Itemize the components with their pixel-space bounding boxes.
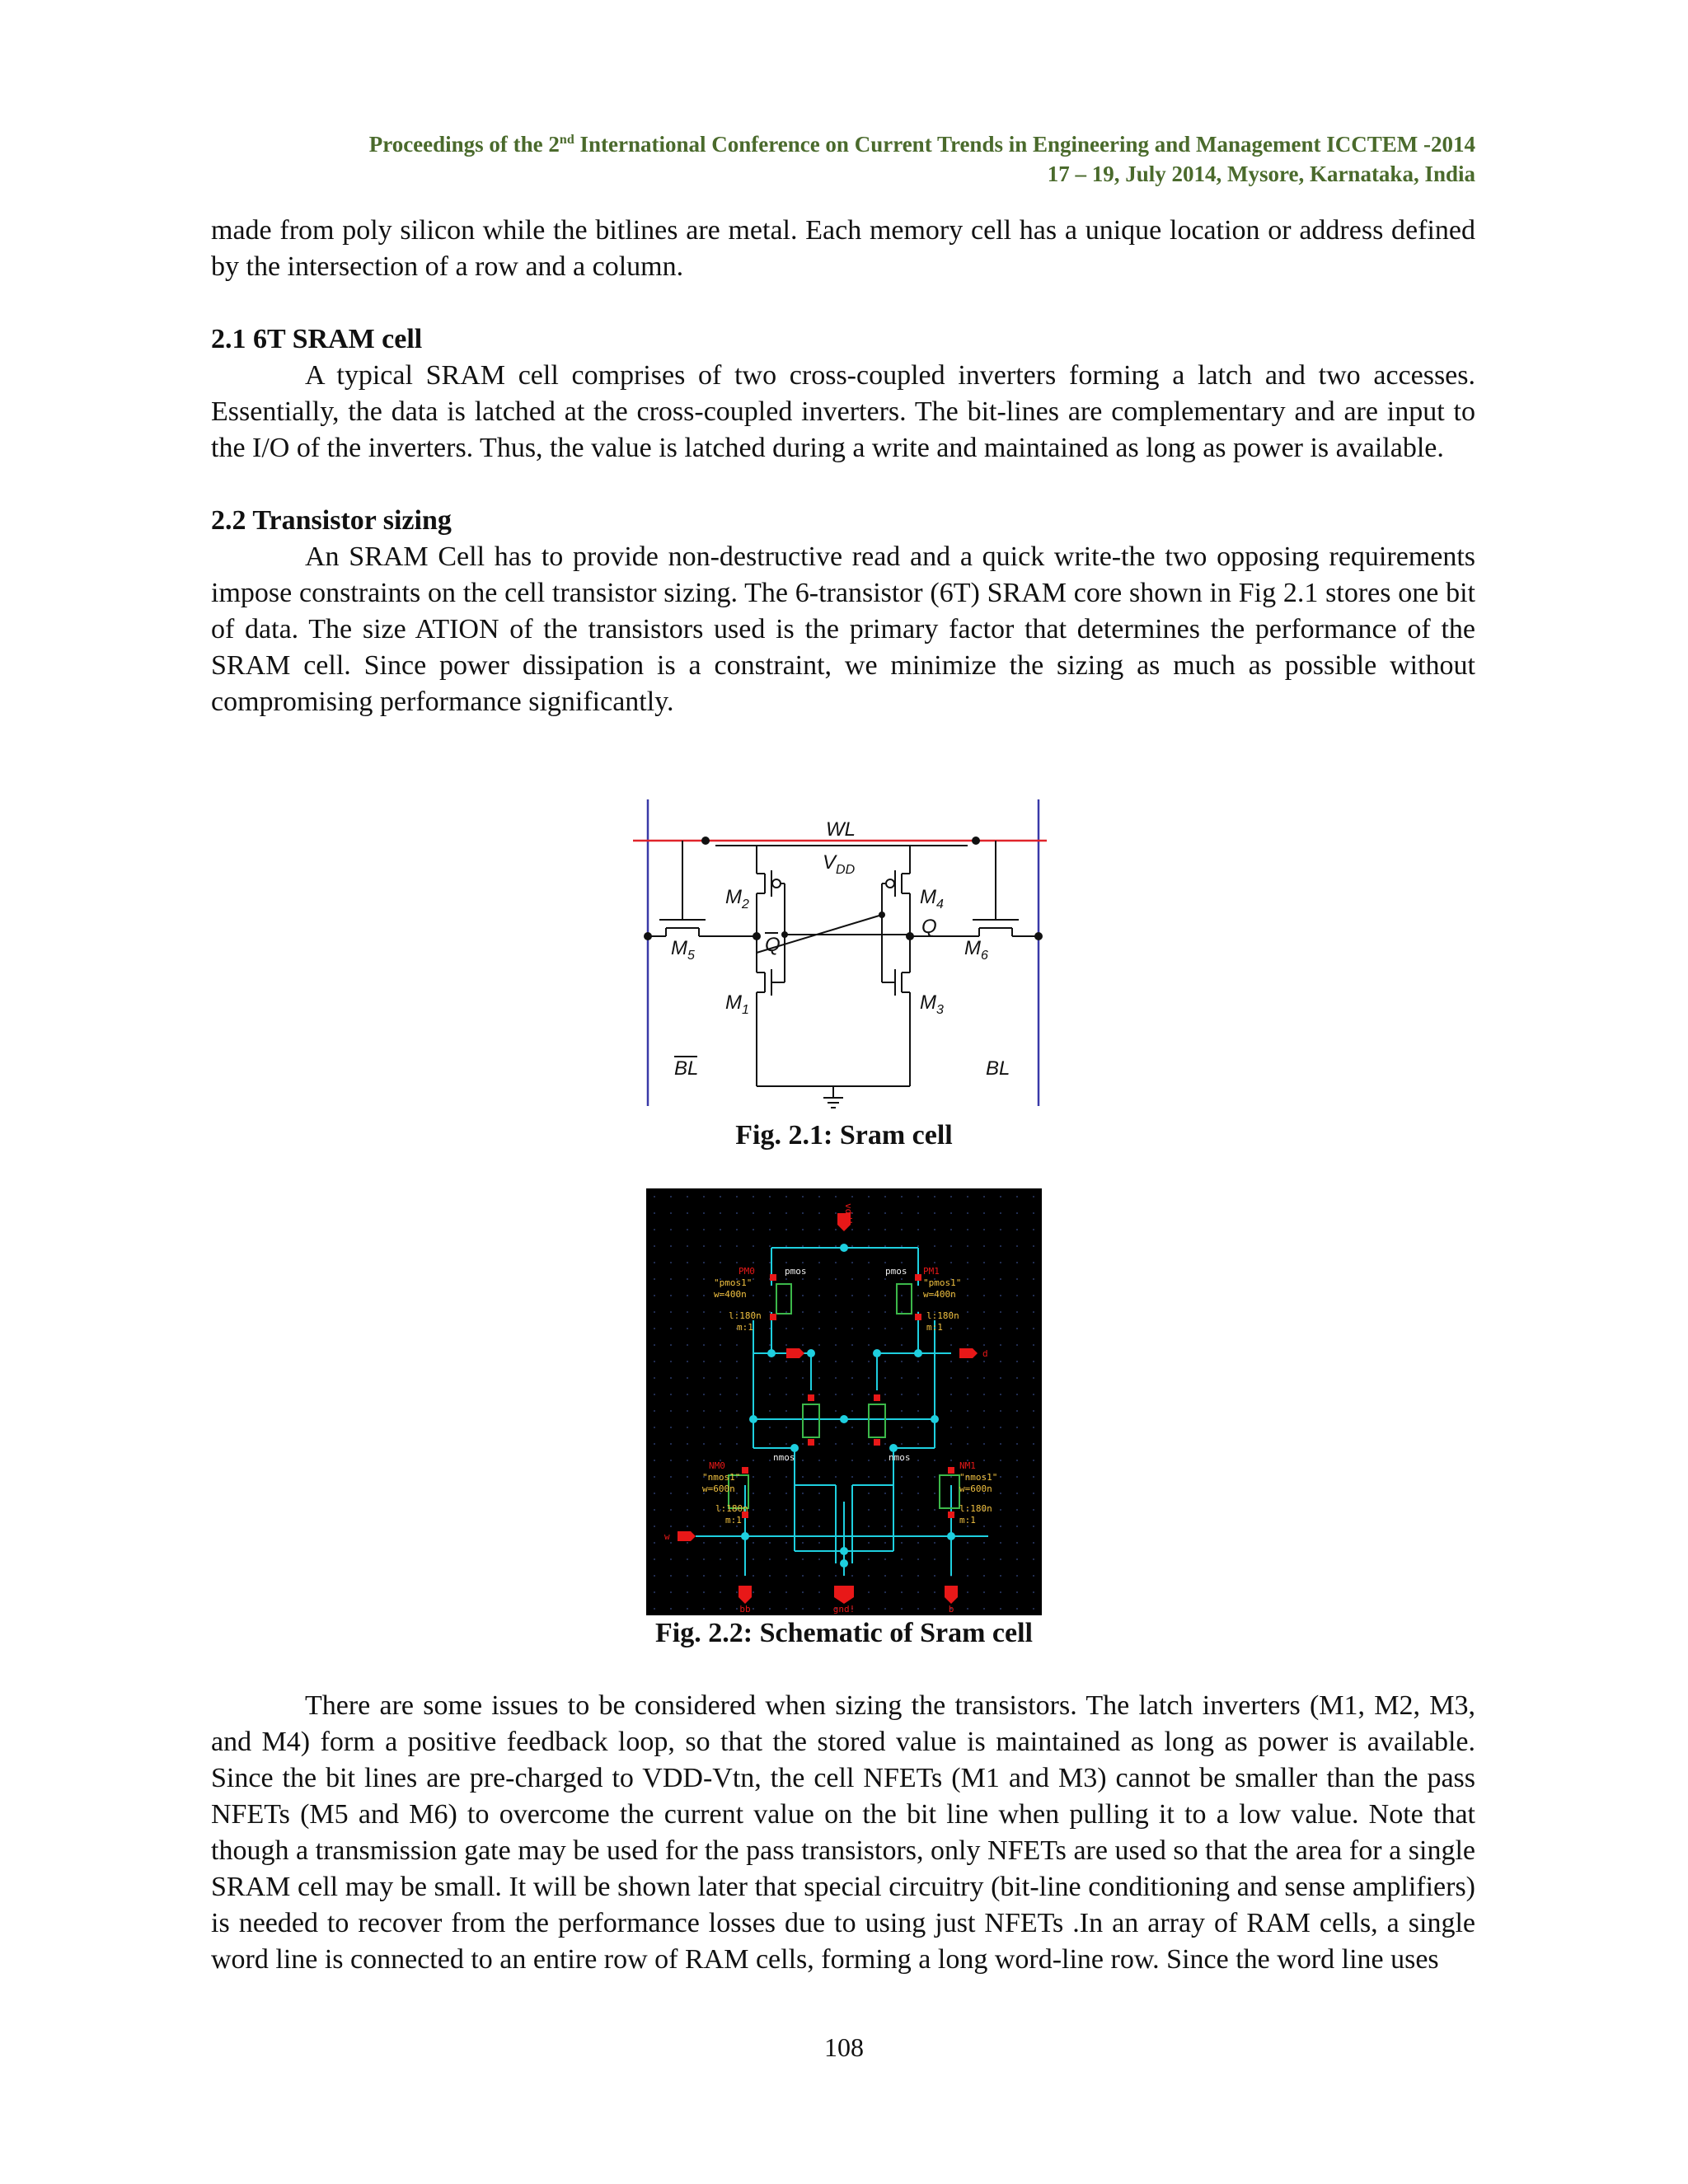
nm0-width: w=600n — [702, 1483, 735, 1494]
section-6t-sram-paragraph: A typical SRAM cell comprises of two cross-coupled inverters forming a latch and two accesses. Essentially, the data is latched at the cross-coupled inverters. The bit-lines are complementary and are input to the I/O of the inverters. Thus, the value is latched during a write and maintained as long as power is available. — [211, 360, 1475, 463]
bl-bar-label: BL — [674, 1057, 699, 1080]
nm0-model: "nmos1" — [702, 1472, 741, 1483]
lower-text — [211, 1688, 1475, 1978]
bl-pin-label: b — [948, 1604, 954, 1615]
out-pin-label: d — [982, 1348, 988, 1359]
header-line-1: Proceedings of the 2nd International Conference on Current Trends in Engineering and Management ICCTEM -2014 — [368, 132, 1475, 157]
pm1-model: "pmos1" — [923, 1277, 962, 1288]
nmos-left-label: nmos — [773, 1452, 795, 1463]
vdd-pin-label: vdd! — [843, 1203, 854, 1226]
blb-pin-label: bb — [739, 1604, 751, 1615]
upper-text — [211, 213, 1475, 720]
pm0-label: PM0 — [738, 1266, 755, 1277]
nm1-width: w=600n — [959, 1483, 992, 1494]
nm0-multiplier: m:1 — [725, 1515, 742, 1526]
sram-cell-diagram — [633, 791, 1055, 1114]
section-title-transistor-sizing: 2.2 Transistor sizing — [211, 505, 452, 536]
m3-label: $M_3$ — [920, 991, 944, 1017]
pm0-length: l:180n — [729, 1310, 762, 1321]
m4-label: $M_4$ — [920, 886, 944, 912]
pm1-multiplier: m:1 — [926, 1322, 943, 1333]
nm0-label: NM0 — [709, 1460, 725, 1471]
nm1-model: "nmos1" — [959, 1472, 998, 1483]
m1-label: $M_1$ — [725, 991, 749, 1017]
header-line-2: 17 – 19, July 2014, Mysore, Karnataka, India — [1047, 162, 1475, 186]
vdd-label: $V_{DD}$ — [823, 851, 856, 877]
pm1-label: PM1 — [923, 1266, 940, 1277]
pmos-left-label: pmos — [785, 1266, 807, 1277]
pm1-width: w=400n — [923, 1289, 956, 1300]
bl-label: BL — [986, 1057, 1010, 1080]
pmos-right-label: pmos — [885, 1266, 907, 1277]
section-transistor-sizing-paragraph: An SRAM Cell has to provide non-destructive read and a quick write-the two opposing requirements impose constraints on the cell transistor sizing. The 6-transistor (6T) SRAM core shown in Fig 2.1 stores one bit of data. The size ATION of the transistors used is the primary factor that determines the performance of the SRAM cell. Since power dissipation is a constraint, we minimize the sizing as much as possible without compromising performance significantly. — [211, 541, 1475, 717]
m5-label: $M_5$ — [671, 937, 695, 963]
gnd-pin-label: gnd! — [832, 1604, 856, 1615]
pm0-width: w=400n — [714, 1289, 747, 1300]
nm1-length: l:180n — [959, 1503, 992, 1514]
pm1-length: l:180n — [926, 1310, 959, 1321]
nm1-multiplier: m:1 — [959, 1515, 976, 1526]
q-label: Q — [921, 916, 937, 938]
nmos-right-label: nmos — [889, 1452, 911, 1463]
intro-paragraph: made from poly silicon while the bitlines are metal. Each memory cell has a unique location or address defined by the intersection of a row and a column. — [211, 215, 1475, 282]
figure-2-1-caption: Fig. 2.1: Sram cell — [735, 1120, 953, 1151]
m2-label: $M_2$ — [725, 886, 749, 912]
nm1-label: NM1 — [959, 1460, 976, 1471]
running-header — [211, 125, 1475, 189]
nm0-length: l:180n — [715, 1503, 748, 1514]
q-bar-label: Q — [765, 934, 781, 956]
figure-2-2-caption: Fig. 2.2: Schematic of Sram cell — [655, 1618, 1033, 1648]
wl-label: WL — [826, 818, 856, 841]
wl-pin-label: w — [664, 1531, 670, 1542]
page-number: 108 — [824, 2032, 864, 2062]
pm0-model: "pmos1" — [714, 1277, 753, 1288]
m6-label: $M_6$ — [964, 937, 988, 963]
sram-schematic-screenshot — [646, 1188, 1042, 1615]
section-title-6t-sram: 2.1 6T SRAM cell — [211, 324, 423, 354]
pm0-multiplier: m:1 — [737, 1322, 753, 1333]
sizing-issues-paragraph: There are some issues to be considered when sizing the transistors. The latch inverters (M1, M2, M3, and M4) form a positive feedback loop, so that the stored value is maintained as long as power is available. Since the bit lines are pre-charged to VDD-Vtn, the cell NFETs (M1 and M3) cannot be smaller than the pass NFETs (M5 and M6) to overcome the current value on the bit line when pulling it to a low value. Note that though a transmission gate may be used for the pass transistors, only NFETs are used so that the area for a single SRAM cell may be small. It will be shown later that special circuitry (bit-line conditioning and sense amplifiers) is needed to recover from the performance losses due to using just NFETs .In an array of RAM cells, a single word line is connected to an entire row of RAM cells, forming a long word-line row. Since the word line uses — [211, 1690, 1475, 1975]
